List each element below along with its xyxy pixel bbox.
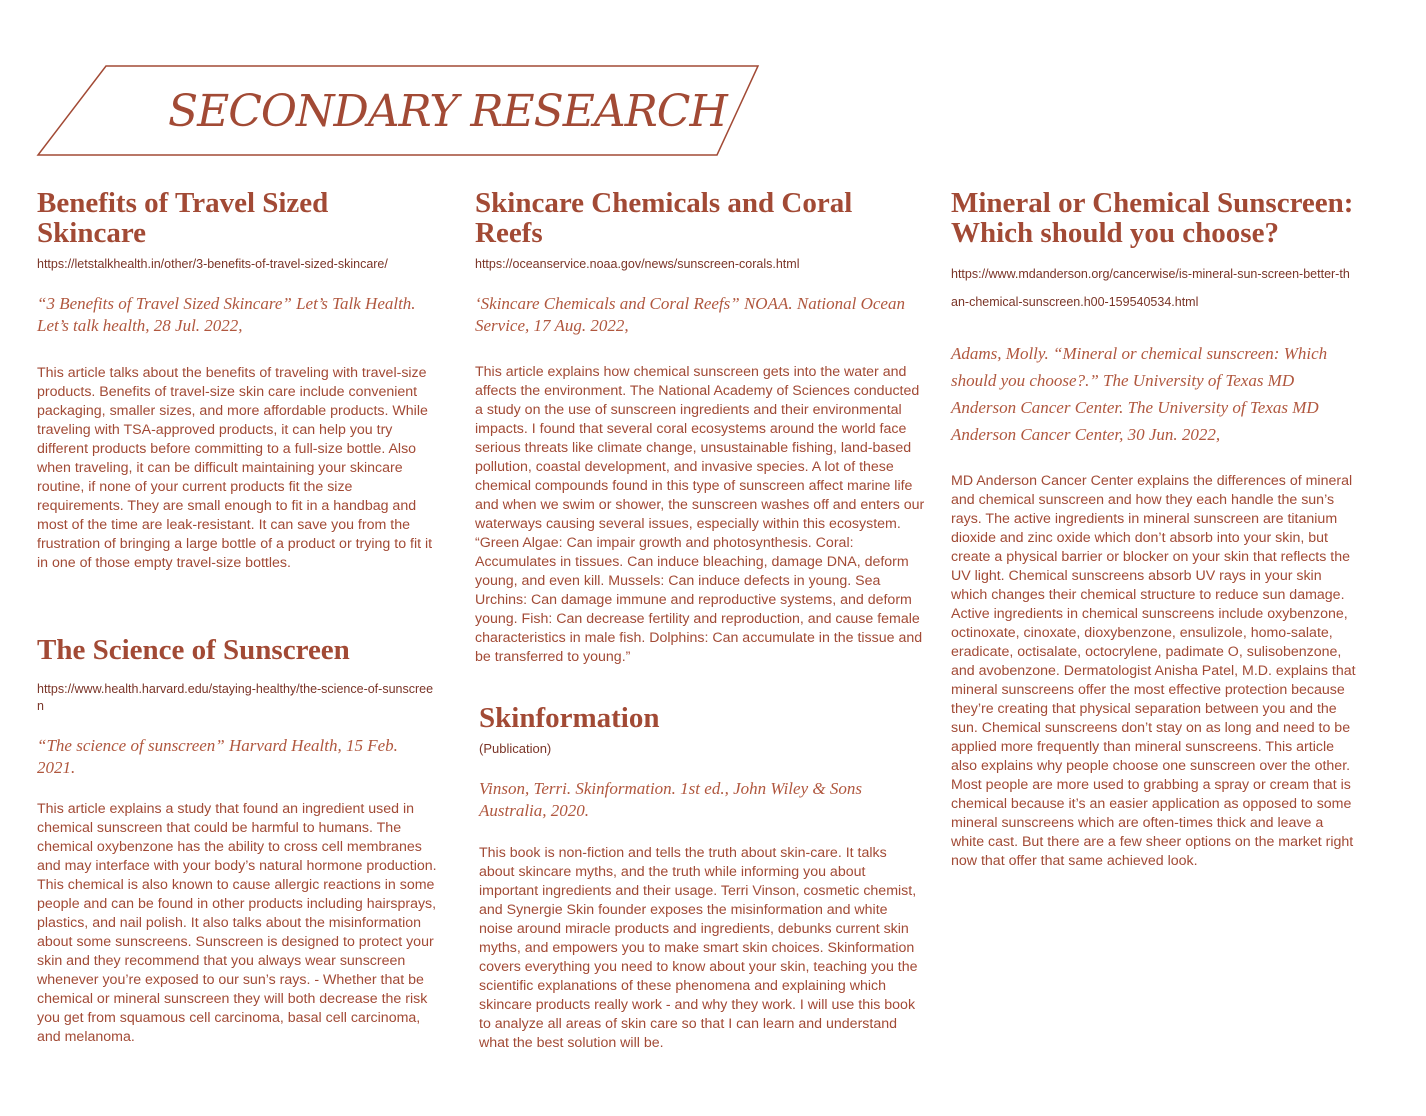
column-2 <box>475 188 925 1053</box>
summary-text: This article talks about the benefits of traveling with travel-size products. Benefits of travel-size skin care include convenient packaging, smaller sizes, and more affordable products. While traveling with TSA-approved products, it can help you try different products before committing to a full-size bottle. Also when traveling, it can be difficult maintaining your skincare routine, if none of your current products fit the size requirements. They are small enough to fit in a handbag and most of the time are leak-resistant. It can save you from the frustration of bringing a large bottle of a product or trying to fit it in one of those empty travel-size bottles. <box>37 365 433 571</box>
column-1 <box>37 188 437 1047</box>
citation: ‘Skincare Chemicals and Coral Reefs” NOAA. National Ocean Service, 17 Aug. 2022, <box>475 294 905 335</box>
section-heading: Benefits of Travel Sized Skincare <box>37 187 329 249</box>
citation: Vinson, Terri. Skinformation. 1st ed., John Wiley & Sons Australia, 2020. <box>479 779 862 820</box>
title-banner <box>36 64 760 158</box>
page-title: SECONDARY RESEARCH <box>168 86 727 137</box>
source-url[interactable]: https://www.health.harvard.edu/staying-healthy/the-science-of-sunscreen <box>37 682 434 713</box>
section-heading: Skincare Chemicals and Coral Reefs <box>475 187 853 249</box>
publication-label: (Publication) <box>479 741 552 756</box>
section-heading: Skinformation <box>479 702 660 734</box>
section-heading: The Science of Sunscreen <box>37 634 350 666</box>
citation: Adams, Molly. “Mineral or chemical sunscreen: Which should you choose?.” The University of Texas MD Anderson Cancer Center. The University of Texas MD Anderson Cancer Center, 30 Jun. 2022, <box>951 344 1328 444</box>
summary-text: This article explains a study that found an ingredient used in chemical sunscreen that could be harmful to humans. The chemical oxybenzone has the ability to cross cell membranes and may interface with your body’s natural hormone production. This chemical is also known to cause allergic reactions in some people and can be found in other products including hairsprays, plastics, and nail polish. It also talks about the misinformation about some sunscreens. Sunscreen is designed to protect your skin and they recommend that you always wear sunscreen whenever you’re exposed to our sun’s rays. - Whether that be chemical or mineral sunscreen they will both decrease the risk you get from squamous cell carcinoma, basal cell carcinoma, and melanoma. <box>37 801 437 1045</box>
summary-text: This book is non-fiction and tells the truth about skin-care. It talks about skincare myths, and the truth while informing you about important ingredients and their usage. Terri Vinson, cosmetic chemist, and Synergie Skin founder exposes the misinformation and white noise around miracle products and ingredients, debunks current skin myths, and empowers you to make smart skin choices. Skinformation covers everything you need to know about your skin, teaching you the scientific explanations of these phenomena and explaining which skincare products really work - and why they work. I will use this book to analyze all areas of skin care so that I can learn and understand what the best solution will be. <box>479 845 918 1051</box>
source-url[interactable]: https://oceanservice.noaa.gov/news/sunscreen-corals.html <box>475 257 800 271</box>
column-3 <box>951 188 1356 871</box>
source-url[interactable]: https://letstalkhealth.in/other/3-benefits-of-travel-sized-skincare/ <box>37 257 388 271</box>
summary-text: MD Anderson Cancer Center explains the differences of mineral and chemical sunscreen and how they each handle the sun’s rays. The active ingredients in mineral sunscreen are titanium dioxide and zinc oxide which don’t absorb into your skin, but create a physical barrier or blocker on your skin that reflects the UV light. Chemical sunscreens absorb UV rays in your skin which changes their chemical structure to reduce sun damage. Active ingredients in chemical sunscreens include oxybenzone, octinoxate, cinoxate, dioxybenzone, ensulizole, homo-salate, eradicate, octisalate, octocrylene, padimate O, sulisobenzone, and avobenzone. Dermatologist Anisha Patel, M.D. explains that mineral sunscreens offer the most effective protection because they’re creating that physical separation between you and the sun. Chemical sunscreens don’t stay on as long and need to be applied more frequently than mineral sunscreens. This article also explains why people choose one sunscreen over the other. Most people are more used to grabbing a spray or cream that is chemical because it’s an easier application as opposed to some mineral sunscreens which are often-times thick and leave a white cast. But there are a few sheer options on the market right now that offer that same achieved look. <box>951 473 1356 869</box>
summary-text: This article explains how chemical sunscreen gets into the water and affects the environment. The National Academy of Sciences conducted a study on the use of sunscreen ingredients and their environmental impacts. I found that several coral ecosystems around the world face serious threats like climate change, unsustainable fishing, land-based pollution, coastal development, and invasive species. A lot of these chemical compounds found in this type of sunscreen affect marine life and when we swim or shower, the sunscreen washes off and enters our waterways causing several issues, especially within this ecosystem. “Green Algae: Can impair growth and photosynthesis. Coral: Accumulates in tissues. Can induce bleaching, damage DNA, deform young, and even kill. Mussels: Can induce defects in young. Sea Urchins: Can damage immune and reproductive systems, and deform young. Fish: Can decrease fertility and reproduction, and cause female characteristics in male fish. Dolphins: Can accumulate in the tissue and be transferred to young.” <box>475 364 925 665</box>
citation: “3 Benefits of Travel Sized Skincare” Let’s Talk Health. Let’s talk health, 28 Jul. 2022, <box>37 294 416 335</box>
citation: “The science of sunscreen” Harvard Health, 15 Feb. 2021. <box>37 736 398 777</box>
section-heading: Mineral or Chemical Sunscreen: Which should you choose? <box>951 187 1354 249</box>
source-url[interactable]: https://www.mdanderson.org/cancerwise/is-mineral-sun-screen-better-than-chemical-sunscreen.h00-159540534.html <box>951 267 1350 309</box>
